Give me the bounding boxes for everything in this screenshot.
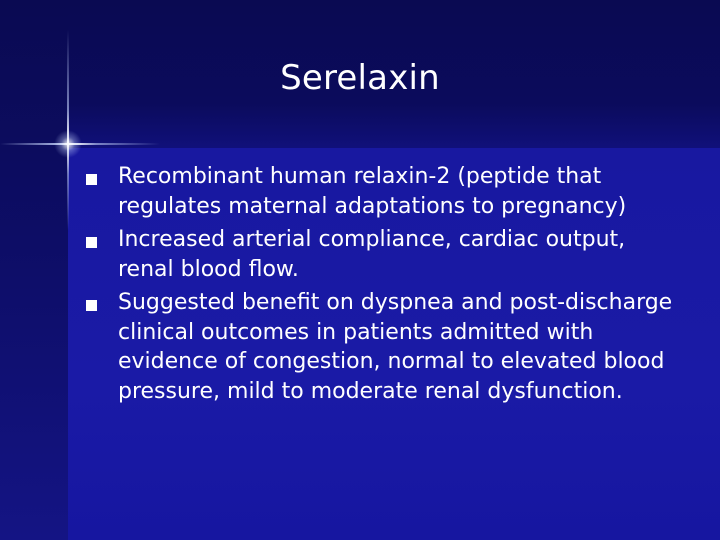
bullet-text: Recombinant human relaxin-2 (peptide that regulates maternal adaptations to pregnancy) bbox=[118, 164, 627, 219]
square-bullet-icon bbox=[86, 300, 97, 311]
bullet-item-2 bbox=[86, 225, 676, 284]
sparkle-star-icon bbox=[54, 130, 82, 158]
square-bullet-icon bbox=[86, 174, 97, 185]
bullet-item-1 bbox=[86, 162, 676, 221]
slide-title: Serelaxin bbox=[280, 58, 440, 98]
bullet-text: Increased arterial compliance, cardiac output, renal blood flow. bbox=[118, 227, 626, 282]
square-bullet-icon bbox=[86, 237, 97, 248]
bullet-text: Suggested benefit on dyspnea and post-discharge clinical outcomes in patients admitted with evidence of congestion, normal to elevated blood pressure, mild to moderate renal dysfunction. bbox=[118, 290, 673, 404]
bullet-item-3 bbox=[86, 288, 676, 406]
bullet-list bbox=[86, 162, 676, 410]
